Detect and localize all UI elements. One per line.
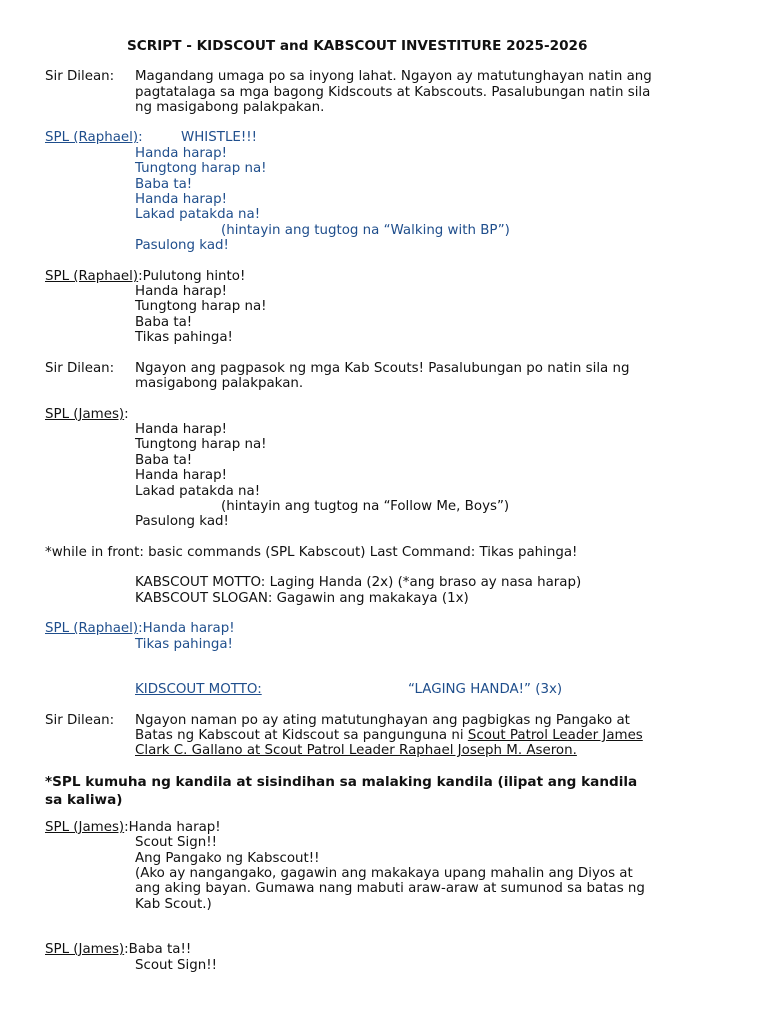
speaker-sir-dilean: Sir Dilean:	[45, 361, 115, 376]
speaker-spl-james	[45, 820, 221, 836]
command-line: Ang Pangako ng Kabscout!!	[135, 851, 320, 866]
leader-name: Scout Patrol Leader James	[467, 728, 643, 743]
speaker-name: SPL (James)	[45, 820, 125, 835]
command-line: Baba ta!	[135, 177, 193, 192]
command-line: Handa harap!	[135, 192, 227, 207]
speaker-colon: :	[124, 407, 129, 422]
dialogue-line: Magandang umaga po sa inyong lahat. Ngayon ay matutunghayan natin ang	[135, 69, 652, 84]
stage-note: *while in front: basic commands (SPL Kabscout) Last Command: Tikas pahinga!	[45, 545, 578, 560]
speaker-name: SPL (Raphael)	[45, 130, 139, 145]
command-line: Tikas pahinga!	[135, 330, 233, 345]
command-line: Tungtong harap na!	[135, 299, 267, 314]
speaker-name: SPL (Raphael)	[45, 621, 139, 636]
music-cue: (hintayin ang tugtog na “Follow Me, Boys”)	[221, 499, 510, 514]
command-line: Tungtong harap na!	[135, 437, 267, 452]
kidscout-motto	[135, 682, 580, 698]
dialogue-line: ng masigabong palakpakan.	[135, 100, 325, 115]
kabscout-slogan: KABSCOUT SLOGAN: Gagawin ang makakaya (1x)	[135, 591, 469, 606]
speaker-sir-dilean: Sir Dilean:	[45, 713, 115, 728]
pledge-line: ang aking bayan. Gumawa nang mabuti araw-araw at sumunod sa batas ng	[135, 881, 645, 896]
candle-note: *SPL kumuha ng kandila at sisindihan sa malaking kandila (ilipat ang kandila	[45, 774, 638, 790]
command-line: :Handa harap!	[124, 820, 221, 835]
speaker-spl-raphael	[45, 621, 235, 637]
command-line: Lakad patakda na!	[135, 484, 261, 499]
command-line: Handa harap!	[135, 284, 227, 299]
kidscout-motto-label: KIDSCOUT MOTTO:	[135, 682, 262, 697]
command-line: Baba ta!	[135, 315, 193, 330]
command-line: Handa harap!	[135, 468, 227, 483]
command-line: Lakad patakda na!	[135, 207, 261, 222]
speaker-spl-james	[45, 942, 191, 958]
command-line: :Pulutong hinto!	[138, 269, 246, 284]
candle-note: sa kaliwa)	[45, 792, 123, 808]
page-title: SCRIPT - KIDSCOUT and KABSCOUT INVESTITURE 2025-2026	[127, 38, 588, 54]
dialogue-line	[135, 728, 643, 744]
command-line: Tungtong harap na!	[135, 161, 267, 176]
speaker-name: SPL (James)	[45, 942, 125, 957]
leader-names: Clark C. Gallano at Scout Patrol Leader Raphael Joseph M. Aseron.	[135, 743, 577, 758]
command-line: Pasulong kad!	[135, 238, 229, 253]
pledge-line: (Ako ay nangangako, gagawin ang makakaya upang mahalin ang Diyos at	[135, 866, 633, 881]
command-line: :Baba ta!!	[124, 942, 192, 957]
speaker-name: SPL (James)	[45, 407, 125, 422]
command-line: Baba ta!	[135, 453, 193, 468]
command-line: Handa harap!	[135, 146, 227, 161]
command-line: :Handa harap!	[138, 621, 235, 636]
dialogue-line: masigabong palakpakan.	[135, 376, 304, 391]
command-line: Pasulong kad!	[135, 514, 229, 529]
command-line: Scout Sign!!	[135, 958, 217, 973]
speaker-spl-raphael	[45, 130, 143, 146]
command-line: Handa harap!	[135, 422, 227, 437]
speaker-name: SPL (Raphael)	[45, 269, 139, 284]
pledge-line: Kab Scout.)	[135, 897, 212, 912]
speaker-colon: :	[138, 130, 143, 145]
dialogue-line: Ngayon naman po ay ating matutunghayan ang pagbigkas ng Pangako at	[135, 713, 630, 728]
speaker-spl-james	[45, 407, 129, 423]
command-line: Scout Sign!!	[135, 835, 217, 850]
kidscout-motto-value: “LAGING HANDA!” (3x)	[408, 682, 563, 697]
kabscout-motto: KABSCOUT MOTTO: Laging Handa (2x) (*ang braso ay nasa harap)	[135, 575, 582, 590]
speaker-sir-dilean: Sir Dilean:	[45, 69, 115, 84]
command-whistle: WHISTLE!!!	[181, 130, 257, 145]
dialogue-text: Batas ng Kabscout at Kidscout sa pangunguna ni	[135, 728, 468, 743]
command-line: Tikas pahinga!	[135, 637, 233, 652]
speaker-spl-raphael	[45, 269, 245, 285]
music-cue: (hintayin ang tugtog na “Walking with BP”)	[221, 223, 510, 238]
dialogue-line: Ngayon ang pagpasok ng mga Kab Scouts! Pasalubungan po natin sila ng	[135, 361, 630, 376]
dialogue-line: pagtatalaga sa mga bagong Kidscouts at Kabscouts. Pasalubungan natin sila	[135, 85, 651, 100]
